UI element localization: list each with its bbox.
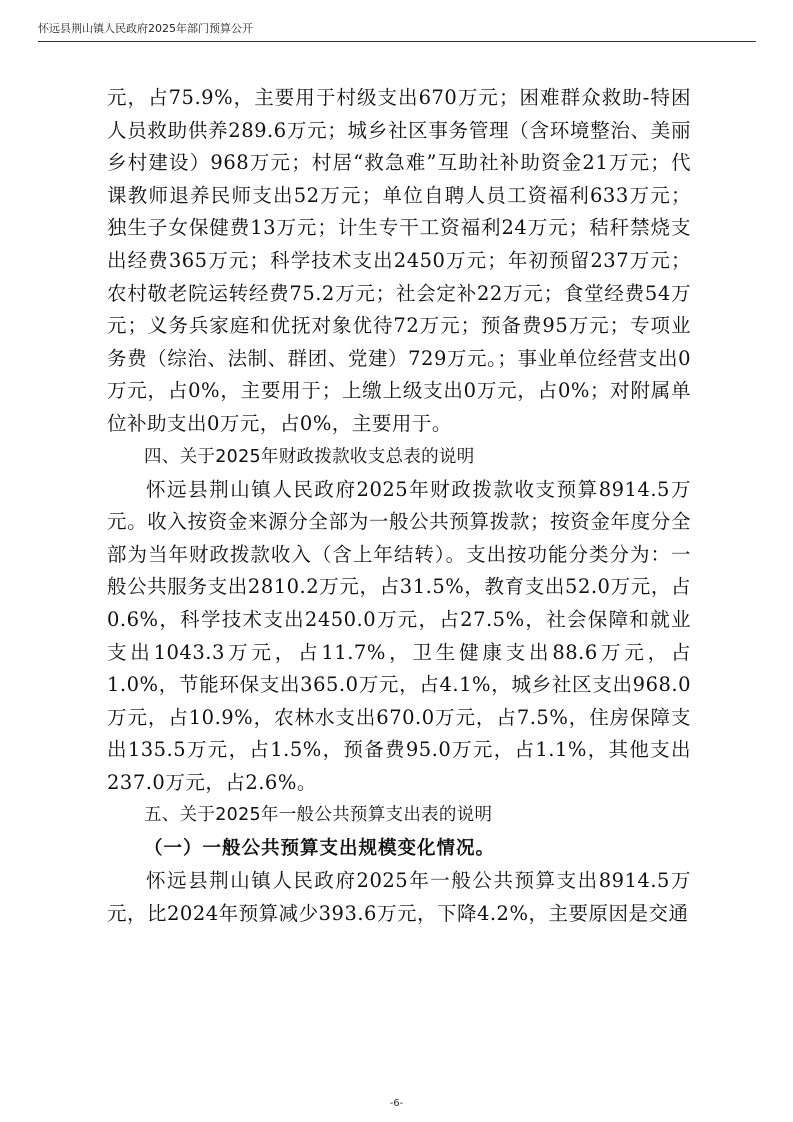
section-heading-4: 四、关于2025年财政拨款收支总表的说明 <box>144 446 475 467</box>
section-heading-5: 五、关于2025年一般公共预算支出表的说明 <box>144 805 493 826</box>
body-paragraph: 元，占75.9%，主要用于村级支出670万元；困难群众救助-特困人员救助供养289.6万元；城乡社区事务管理（含环境整治、美丽乡村建设）968万元；村居“救急难”互助社补助资金21万元；代课教师退养民师支出52万元；单位自聘人员工资福利633万元；独生子女保健费13万元；计生专干工资福利24万元；秸秆禁烧支出经费365万元；科学技术支出2450万元；年初预留237万元；农村敬老院运转经费75.2万元；社会定补22万元；食堂经费54万元；义务兵家庭和优抚对象优待72万元；预备费95万元；专项业务费（综治、法制、群团、党建）729万元。；事业单位经营支出0万元，占0%，主要用于；上缴上级支出0万元，占0%；对附属单位补助支出0万元，占0%，主要用于。 <box>107 86 691 435</box>
body-paragraph: 怀远县荆山镇人民政府2025年一般公共预算支出8914.5万元，比2024年预算减少393.6万元，下降4.2%，主要原因是交通 <box>107 869 691 926</box>
page-number: -6- <box>389 1098 404 1109</box>
document-body <box>107 82 691 931</box>
subsection-heading-1: （一）一般公共预算支出规模变化情况。 <box>144 838 496 860</box>
body-paragraph: 怀远县荆山镇人民政府2025年财政拨款收支预算8914.5万元。收入按资金来源分全部为一般公共预算拨款；按资金年度分全部为当年财政拨款收入（含上年结转）。支出按功能分类分为：一般公共服务支出2810.2万元，占31.5%，教育支出52.0万元，占0.6%，科学技术支出2450.0万元，占27.5%，社会保障和就业支出1043.3万元，占11.7%，卫生健康支出88.6万元，占1.0%，节能环保支出365.0万元，占4.1%，城乡社区支出968.0万元，占10.9%，农林水支出670.0万元，占7.5%，住房保障支出135.5万元，占1.5%，预备费95.0万元，占1.1%，其他支出237.0万元，占2.6%。 <box>107 477 691 794</box>
page-header: 怀远县荆山镇人民政府2025年部门预算公开 <box>38 20 756 42</box>
